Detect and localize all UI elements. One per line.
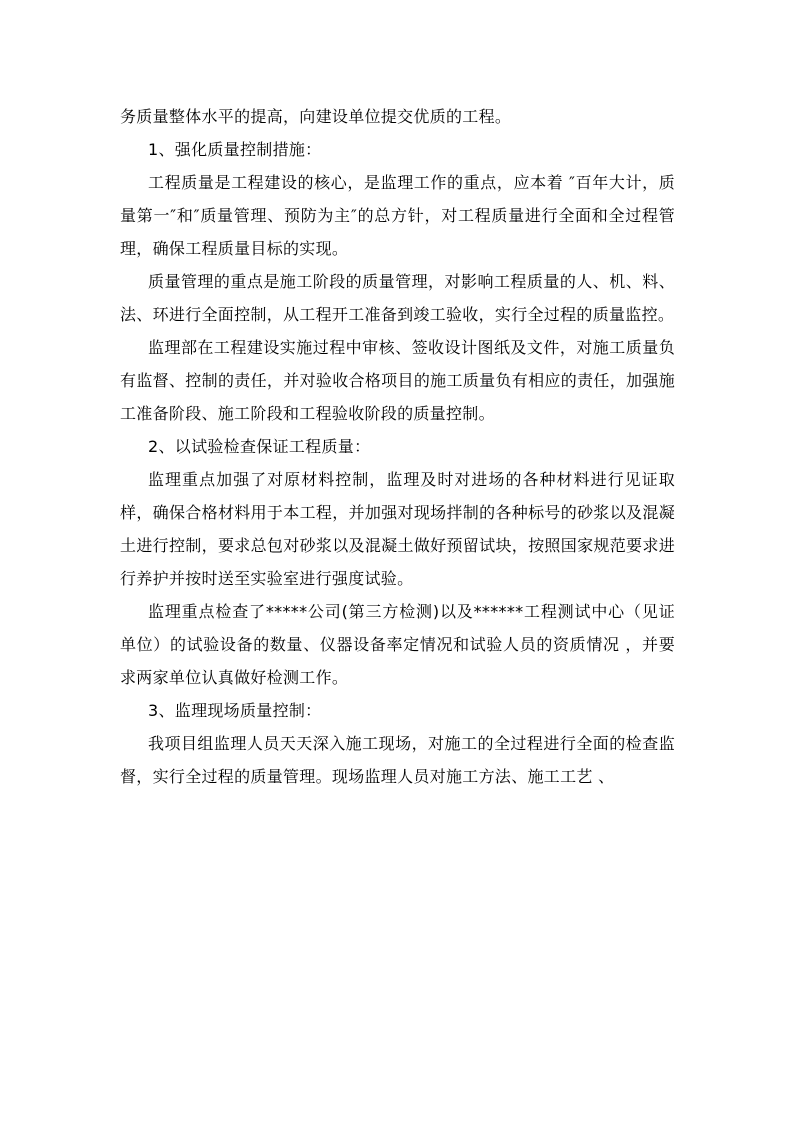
paragraph-material-control: 监理重点加强了对原材料控制，监理及时对进场的各种材料进行见证取样，确保合格材料用于本工程，并加强对现场拌制的各种标号的砂浆以及混凝土进行控制，要求总包对砂浆以及混凝土做好预留试块，按照国家规范要求进行养护并按时送至实验室进行强度试验。 xyxy=(120,470,675,588)
document-body xyxy=(120,100,675,793)
section-heading-3: 3、监理现场质量控制： xyxy=(148,701,322,720)
paragraph-site-supervision: 我项目组监理人员天天深入施工现场，对施工的全过程进行全面的检查监督，实行全过程的质量管理。现场监理人员对施工方法、施工工艺 、 xyxy=(120,734,675,786)
paragraph-quality-core: 工程质量是工程建设的核心，是监理工作的重点，应本着 ″百年大计，质量第一″和″质量管理、预防为主″的总方针，对工程质量进行全面和全过程管理，确保工程质量目标的实现。 xyxy=(120,173,675,258)
paragraph-supervision-dept: 监理部在工程建设实施过程中审核、签收设计图纸及文件，对施工质量负有监督、控制的责任，并对验收合格项目的施工质量负有相应的责任，加强施工准备阶段、施工阶段和工程验收阶段的质量控制。 xyxy=(120,338,675,423)
paragraph-continuation: 务质量整体水平的提高，向建设单位提交优质的工程。 xyxy=(120,107,512,126)
paragraph-construction-phase: 质量管理的重点是施工阶段的质量管理，对影响工程质量的人、机、料、法、环进行全面控制，从工程开工准备到竣工验收，实行全过程的质量监控。 xyxy=(120,272,675,324)
section-heading-1: 1、强化质量控制措施： xyxy=(148,140,322,159)
section-heading-2: 2、以试验检查保证工程质量： xyxy=(148,437,371,456)
paragraph-lab-inspection: 监理重点检查了*****公司(第三方检测)以及******工程测试中心（见证单位）的试验设备的数量、仪器设备率定情况和试验人员的资质情况 ，并要求两家单位认真做好检测工作。 xyxy=(120,602,675,687)
